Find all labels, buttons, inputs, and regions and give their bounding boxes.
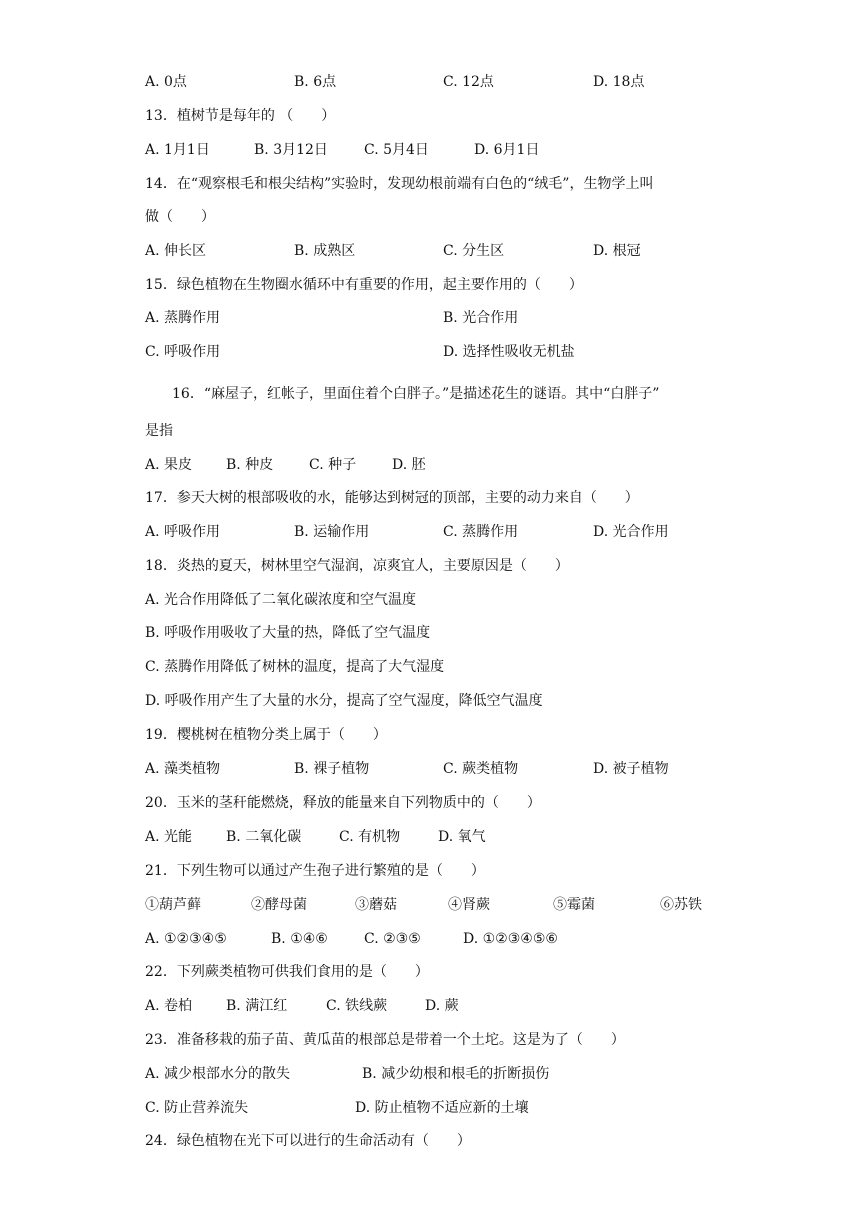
q21-option-d: D. ①②③④⑤⑥ <box>463 931 558 947</box>
q15-option-b: B. 光合作用 <box>443 310 519 326</box>
q18-option-a: A. 光合作用降低了二氧化碳浓度和空气温度 <box>145 592 417 608</box>
q14-stem-line-1: 14．在“观察根毛和根尖结构”实验时，发现幼根前端有白色的“绒毛”，生物学上叫 <box>145 176 654 192</box>
q18-option-d: D. 呼吸作用产生了大量的水分，提高了空气湿度，降低空气温度 <box>145 693 543 709</box>
q21-option-c: C. ②③⑤ <box>364 931 421 947</box>
q12-option-c: C. 12点 <box>443 74 494 90</box>
q21-item-1: ①葫芦藓 <box>145 897 201 913</box>
q14-stem-line-2: 做（ ） <box>145 209 215 225</box>
q17-stem: 17．参天大树的根部吸收的水，能够达到树冠的顶部，主要的动力来自（ ） <box>145 490 639 506</box>
q22-option-b: B. 满江红 <box>226 998 288 1014</box>
q20-option-b: B. 二氧化碳 <box>226 829 302 845</box>
q23-stem: 23．准备移栽的茄子苗、黄瓜苗的根部总是带着一个土坨。这是为了（ ） <box>145 1032 625 1048</box>
q15-option-d: D. 选择性吸收无机盐 <box>443 344 575 360</box>
q21-item-2: ②酵母菌 <box>251 897 307 913</box>
q19-option-a: A. 藻类植物 <box>145 761 221 777</box>
q21-item-4: ④肾蕨 <box>448 897 490 913</box>
q16-option-d: D. 胚 <box>392 457 426 473</box>
q12-option-a: A. 0点 <box>145 74 187 90</box>
q21-item-6: ⑥苏铁 <box>660 897 702 913</box>
q18-option-b: B. 呼吸作用吸收了大量的热，降低了空气温度 <box>145 625 431 641</box>
q16-stem-line-1: 16．“麻屋子，红帐子，里面住着个白胖子。”是描述花生的谜语。其中“白胖子” <box>172 386 660 402</box>
q21-option-a: A. ①②③④⑤ <box>145 931 227 947</box>
q22-option-a: A. 卷柏 <box>145 998 193 1014</box>
q22-option-c: C. 铁线蕨 <box>326 998 388 1014</box>
q14-option-b: B. 成熟区 <box>294 243 356 259</box>
q23-option-c: C. 防止营养流失 <box>145 1100 249 1116</box>
q13-option-d: D. 6月1日 <box>474 142 540 158</box>
q21-option-b: B. ①④⑥ <box>271 931 328 947</box>
q18-option-c: C. 蒸腾作用降低了树林的温度，提高了大气湿度 <box>145 659 445 675</box>
q20-option-a: A. 光能 <box>145 829 193 845</box>
q17-option-c: C. 蒸腾作用 <box>443 524 519 540</box>
q21-stem: 21．下列生物可以通过产生孢子进行繁殖的是（ ） <box>145 863 485 879</box>
q19-option-c: C. 蕨类植物 <box>443 761 519 777</box>
q18-stem: 18．炎热的夏天，树林里空气湿润，凉爽宜人，主要原因是（ ） <box>145 558 569 574</box>
q19-option-d: D. 被子植物 <box>593 761 669 777</box>
q17-option-a: A. 呼吸作用 <box>145 524 221 540</box>
q13-option-b: B. 3月12日 <box>254 142 328 158</box>
q15-option-a: A. 蒸腾作用 <box>145 310 221 326</box>
q23-option-d: D. 防止植物不适应新的土壤 <box>355 1100 529 1116</box>
q19-stem: 19．樱桃树在植物分类上属于（ ） <box>145 727 387 743</box>
q13-option-a: A. 1月1日 <box>145 142 210 158</box>
q16-option-b: B. 种皮 <box>226 457 274 473</box>
q13-stem: 13．植树节是每年的 （ ） <box>145 108 336 124</box>
q20-option-c: C. 有机物 <box>339 829 401 845</box>
q13-option-c: C. 5月4日 <box>364 142 429 158</box>
q24-stem: 24．绿色植物在光下可以进行的生命活动有（ ） <box>145 1133 471 1149</box>
q14-option-c: C. 分生区 <box>443 243 505 259</box>
q15-option-c: C. 呼吸作用 <box>145 344 221 360</box>
q15-stem: 15．绿色植物在生物圈水循环中有重要的作用，起主要作用的（ ） <box>145 277 583 293</box>
q12-option-d: D. 18点 <box>593 74 645 90</box>
q17-option-d: D. 光合作用 <box>593 524 669 540</box>
q22-stem: 22．下列蕨类植物可供我们食用的是（ ） <box>145 964 429 980</box>
q21-item-5: ⑤霉菌 <box>553 897 595 913</box>
q20-stem: 20．玉米的茎秆能燃烧，释放的能量来自下列物质中的（ ） <box>145 795 541 811</box>
q16-option-a: A. 果皮 <box>145 457 193 473</box>
q14-option-d: D. 根冠 <box>593 243 641 259</box>
q16-stem-line-2: 是指 <box>145 423 173 439</box>
q16-option-c: C. 种子 <box>309 457 357 473</box>
q22-option-d: D. 蕨 <box>425 998 459 1014</box>
q17-option-b: B. 运输作用 <box>294 524 370 540</box>
q23-option-a: A. 减少根部水分的散失 <box>145 1066 291 1082</box>
q12-option-b: B. 6点 <box>294 74 337 90</box>
q20-option-d: D. 氧气 <box>438 829 486 845</box>
q19-option-b: B. 裸子植物 <box>294 761 370 777</box>
q21-item-3: ③蘑菇 <box>355 897 397 913</box>
q23-option-b: B. 减少幼根和根毛的折断损伤 <box>362 1066 550 1082</box>
q14-option-a: A. 伸长区 <box>145 243 207 259</box>
